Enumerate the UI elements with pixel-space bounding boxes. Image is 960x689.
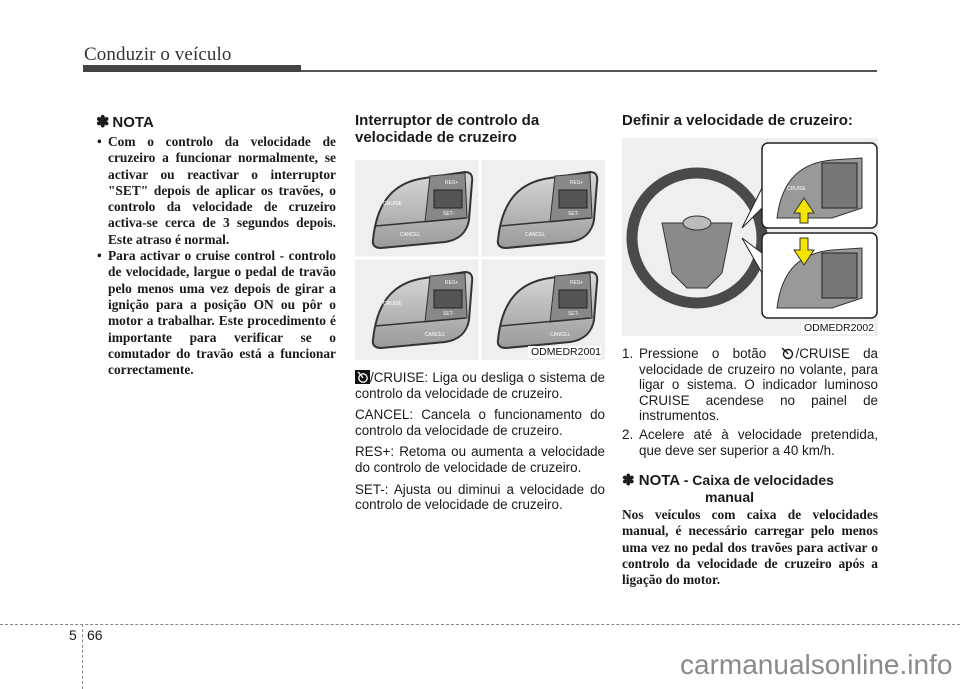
svg-text:SET-: SET- [568, 311, 580, 317]
definition-set: SET-: Ajusta ou diminui a velocidade do controlo de velocidade de cruzeiro. [355, 481, 606, 513]
svg-text:CANCEL: CANCEL [550, 332, 571, 338]
switch-definitions [355, 370, 605, 513]
definition-cruise: /CRUISE: Liga ou desliga o sistema de controlo da velocidade de cruzeiro. [355, 370, 605, 401]
steering-wheel-figure [622, 138, 878, 336]
definition-cancel: CANCEL: Cancela o funcionamento do controlo da velocidade de cruzeiro. [355, 407, 605, 438]
section-heading-set-speed: Definir a velocidade de cruzeiro: [622, 112, 853, 129]
cruise-icon [355, 370, 370, 384]
nota-heading: ✽ NOTA [96, 114, 154, 131]
page-number: 66 [87, 627, 103, 643]
asterisk-icon: ✽ [96, 114, 110, 131]
svg-text:SET-: SET- [443, 211, 455, 217]
asterisk-icon: ✽ [622, 472, 635, 490]
watermark: carmanualsonline.info [680, 649, 953, 680]
svg-text:RES+: RES+ [570, 180, 584, 186]
step-item: 1. Pressione o botão /CRUISE da velocidade de cruzeiro no volante, para ligar o sistema. O indicador luminoso CRUISE acendese no painel de instrumentos. [622, 346, 878, 424]
column-2 [355, 112, 605, 519]
svg-text:CANCEL: CANCEL [425, 332, 446, 338]
svg-text:RES+: RES+ [445, 280, 459, 286]
section-heading-switch: Interruptor de controlo da velocidade de cruzeiro [355, 112, 540, 146]
cruise-icon [779, 346, 795, 360]
nota-manual-heading: ✽ NOTA - Caixa de velocidades manual [622, 472, 834, 506]
cruise-switch-illustration [355, 160, 605, 360]
svg-text:RES+: RES+ [445, 180, 459, 186]
definition-res: RES+: Retoma ou aumenta a velocidade do controlo de velocidade de cruzeiro. [355, 444, 605, 475]
figure-code: ODMEDR2001 [528, 346, 601, 358]
page-header-title: Conduzir o veículo [84, 44, 232, 65]
svg-text:CRUISE: CRUISE [383, 301, 402, 307]
nota-bullet: • Com o controlo da velocidade de cruzeiro a funcionar normalmente, se activar ou reactivar o interruptor "SET" depois de aplicar os travões, o controlo da velocidade de cruzeiro activa-se cerca de 3 segundos depois. Este atraso é normal. [96, 134, 336, 248]
header-rule-thick [83, 65, 301, 72]
nota-bullet: • Para activar o cruise control - controlo de velocidade, largue o pedal de travão pelo menos uma vez depois de girar a ignição para a posição ON ou pôr o motor a trabalhar. Este procedimento é importante para verificar se o comutador do travão está a funcionar correctamente. [96, 248, 336, 378]
set-speed-steps [622, 346, 878, 458]
nota-manual-text: Nos veículos com caixa de velocidades manual, é necessário carregar pelo menos uma vez no pedal dos travões para activar o controlo da velocidade de cruzeiro após a ligação do motor. [622, 507, 878, 588]
header-rule-thin [301, 70, 877, 72]
svg-text:CANCEL: CANCEL [400, 232, 421, 238]
footer-divider-horizontal [0, 624, 960, 625]
nota-bullets [96, 134, 336, 378]
svg-text:CRUISE: CRUISE [787, 186, 806, 192]
chapter-number: 5 [69, 627, 77, 643]
steering-wheel-illustration [622, 138, 878, 336]
column-1 [96, 112, 336, 378]
svg-text:SET-: SET- [568, 211, 580, 217]
svg-text:RES+: RES+ [570, 280, 584, 286]
svg-text:CANCEL: CANCEL [525, 232, 546, 238]
svg-text:SET-: SET- [443, 311, 455, 317]
svg-text:CRUISE: CRUISE [383, 201, 402, 207]
footer-divider-vertical [82, 624, 83, 689]
step-item: 2. Acelere até à velocidade pretendida, que deve ser superior a 40 km/h. [622, 426, 878, 458]
column-3 [622, 112, 878, 589]
figure-code: ODMEDR2002 [801, 322, 874, 334]
cruise-switch-figure [355, 160, 605, 360]
